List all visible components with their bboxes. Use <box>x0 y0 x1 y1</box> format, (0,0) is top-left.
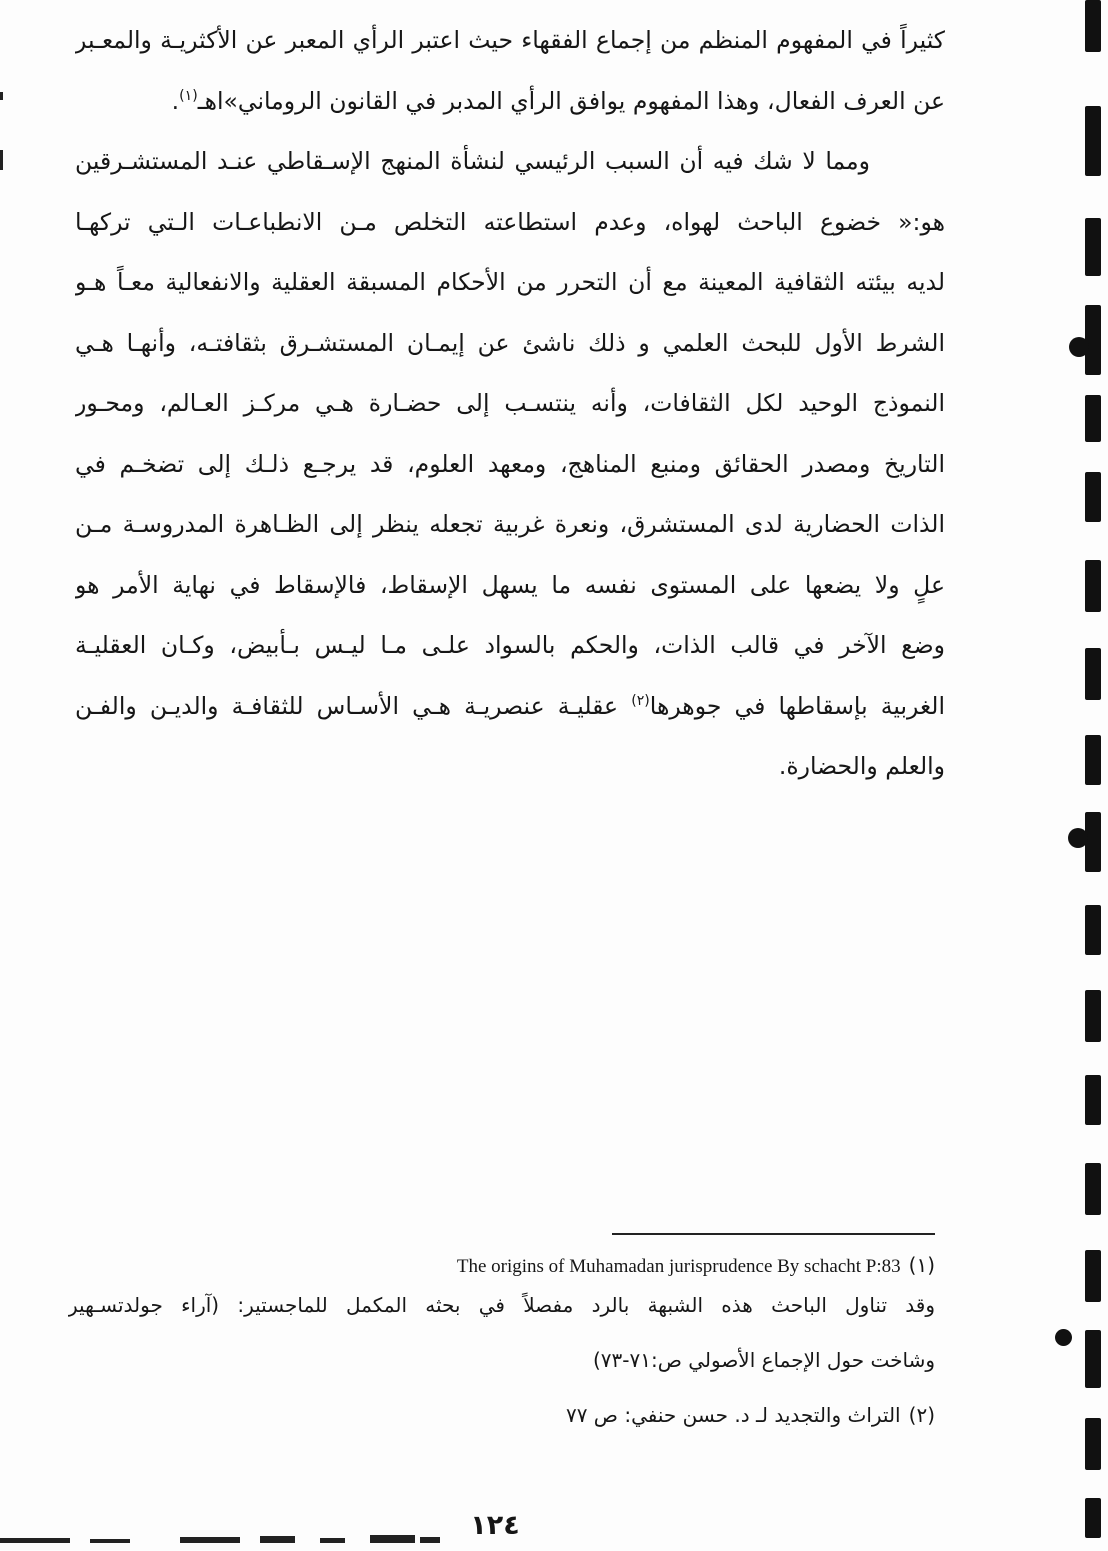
footnote-1 <box>330 1250 935 1280</box>
main-text <box>75 10 945 797</box>
binding-hole-mark <box>1085 1250 1101 1302</box>
text-line: لديه بيئته الثقافية المعينة مع أن التحرر من الأحكام المسبقة العقلية والانفعالية معـاً هـو <box>75 268 945 296</box>
text-segment: . <box>171 86 180 115</box>
text-line: علٍ ولا يضعها على المستوى نفسه ما يسهل الإسقاط، فالإسقاط في نهاية الأمر هو <box>75 570 945 599</box>
binding-hole-mark <box>1085 472 1101 522</box>
binding-hole-mark <box>1085 735 1101 785</box>
binding-hole-mark <box>1085 990 1101 1042</box>
footnote-marker: (٢) <box>908 1403 935 1427</box>
binding-hole-mark <box>1085 106 1101 176</box>
footnote-1-continuation: وشاخت حول الإجماع الأصولي ص:٧١-٧٣) <box>592 1348 935 1372</box>
binding-hole-mark <box>1085 1075 1101 1125</box>
binding-hole-mark <box>1085 560 1101 612</box>
binding-hole-mark <box>1085 812 1101 872</box>
text-line <box>75 676 945 737</box>
binding-hole-mark <box>1085 1498 1101 1538</box>
binding-blob-mark <box>1068 828 1088 848</box>
paragraph-start-line: ومما لا شك فيه أن السبب الرئيسي لنشأة المنهج الإسـقاطي عنـد المستشـرقين <box>75 147 870 175</box>
footnote-1-continuation: وقد تناول الباحث هذه الشبهة بالرد مفصلاً في بحثه المكمل للماجستير: (آراء جولدتسـهير <box>68 1293 935 1317</box>
footnote-separator <box>612 1233 935 1235</box>
footnote-2 <box>435 1400 935 1430</box>
binding-hole-mark <box>1085 305 1101 375</box>
text-line: والعلم والحضارة. <box>778 752 945 780</box>
text-segment: عن العرف الفعال، وهذا المفهوم يوافق الرأي المدبر في القانون الروماني»اهـ <box>197 86 945 115</box>
scan-edge-mark <box>90 1539 130 1543</box>
text-line: التاريخ ومصدر الحقائق ومنبع المناهج، ومعهد العلوم، قد يرجـع ذلـك إلى تضخـم في <box>75 449 945 478</box>
text-line: النموذج الوحيد لكل الثقافات، وأنه ينتسـب إلى حضـارة هـي مركـز العـالم، ومحـور <box>75 389 945 417</box>
scan-edge-mark <box>0 1538 70 1543</box>
text-line <box>75 71 945 132</box>
text-segment: الغربية بإسقاطها في جوهرها <box>649 691 945 720</box>
binding-blob-mark <box>1069 337 1089 357</box>
scan-edge-mark <box>420 1537 440 1543</box>
binding-hole-mark <box>1085 905 1101 955</box>
binding-blob-mark <box>1055 1329 1072 1346</box>
text-line: كثيراً في المفهوم المنظم من إجماع الفقهاء حيث اعتبر الرأي المعبر عن الأكثريـة والمعـبر <box>75 26 945 54</box>
scan-edge-mark <box>0 92 3 100</box>
scan-edge-mark <box>0 150 3 170</box>
footnote-reference: (٢) <box>631 692 650 709</box>
footnote-marker: (١) <box>908 1253 935 1277</box>
text-line: الشرط الأول للبحث العلمي و ذلك ناشئ عن إيمـان المستشـرق بثقافتـه، وأنهـا هـي <box>75 328 945 357</box>
binding-hole-mark <box>1085 218 1101 276</box>
footnote-reference: (١) <box>179 87 198 104</box>
binding-hole-mark <box>1085 648 1101 700</box>
binding-hole-mark <box>1085 395 1101 442</box>
scan-edge-mark <box>370 1535 415 1543</box>
page-number: ١٢٤ <box>470 1510 520 1541</box>
binding-hole-mark <box>1085 0 1101 52</box>
binding-hole-mark <box>1085 1418 1101 1470</box>
text-segment: عقليـة عنصريـة هـي الأسـاس للثقافـة والديـن والفـن <box>75 691 632 720</box>
scan-edge-mark <box>180 1537 240 1543</box>
text-line: الذات الحضارية لدى المستشرق، ونعرة غربية تجعله ينظر إلى الظـاهرة المدروسـة مـن <box>75 510 945 538</box>
scan-edge-mark <box>260 1536 295 1543</box>
text-line: وضع الآخر في قالب الذات، والحكم بالسواد علـى مـا ليـس بـأبيض، وكـان العقليـة <box>75 631 945 659</box>
footnote-source: The origins of Muhamadan jurisprudence By schacht P:83 <box>456 1256 901 1277</box>
binding-hole-mark <box>1085 1330 1101 1388</box>
binding-hole-mark <box>1085 1163 1101 1215</box>
footnote-text: التراث والتجديد لـ د. حسن حنفي: ص ٧٧ <box>565 1403 901 1427</box>
text-line: هو:« خضوع الباحث لهواه، وعدم استطاعته التخلص مـن الانطباعـات الـتي تركهـا <box>75 207 945 236</box>
scan-edge-mark <box>320 1538 345 1543</box>
